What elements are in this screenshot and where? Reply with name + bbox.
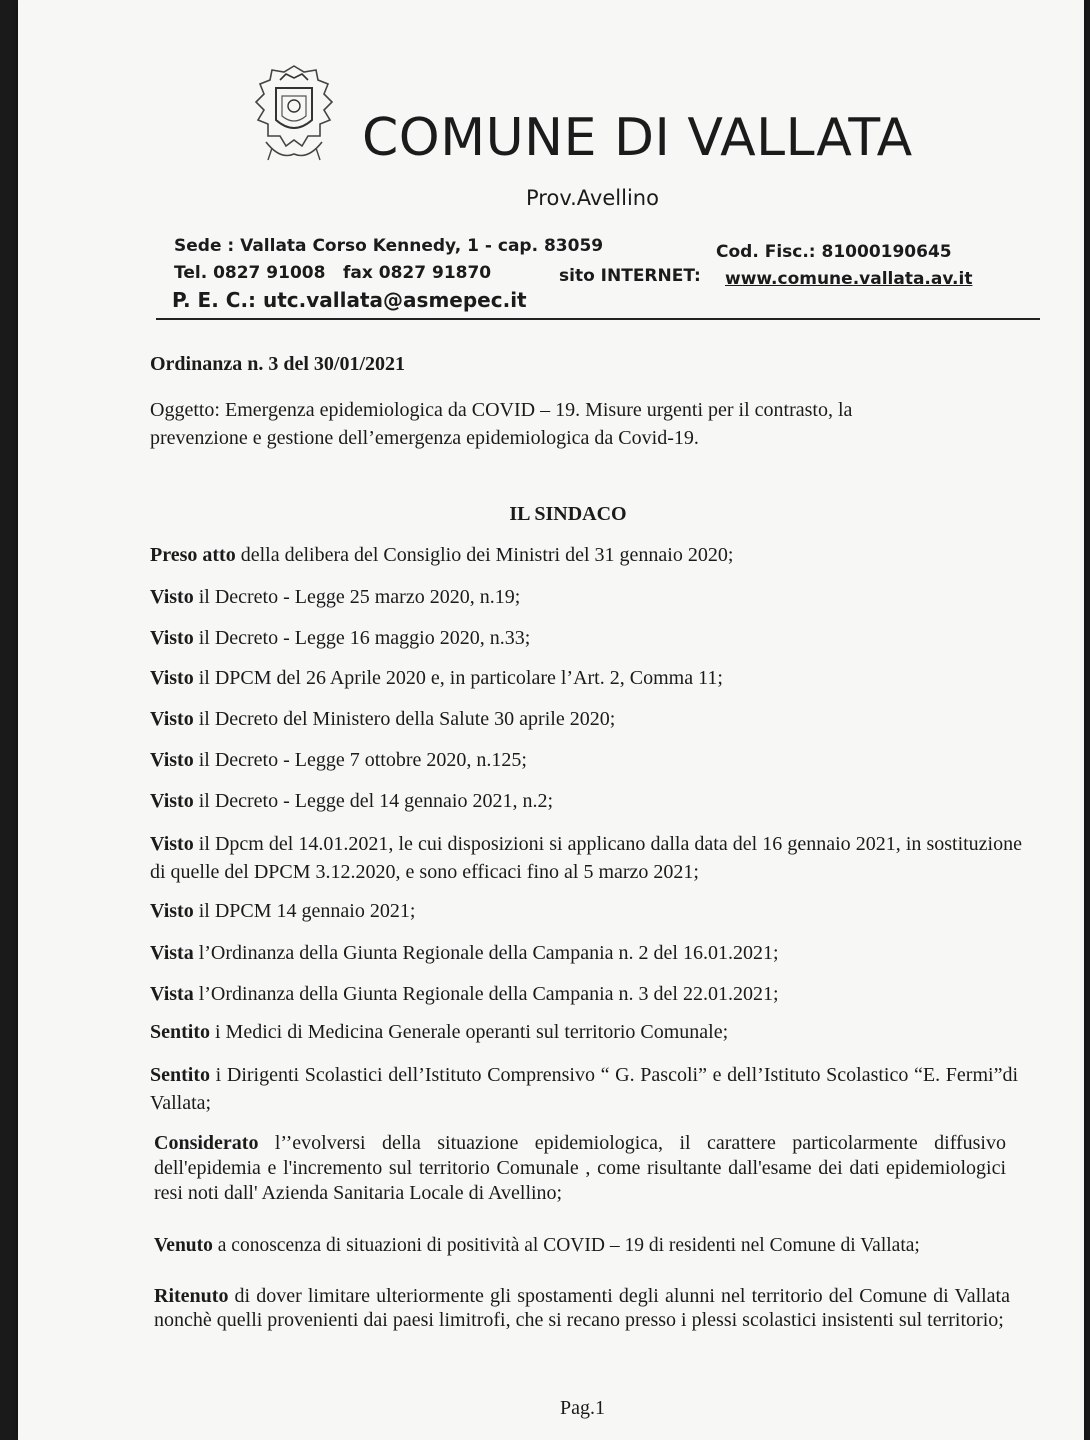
consideration-item [150,705,615,733]
page-number: Pag.1 [560,1397,605,1419]
consideration-lead: Visto [150,708,194,730]
consideration-item [150,830,1022,886]
consideration-lead: Vista [150,983,194,1005]
consideration-text: il DPCM del 26 Aprile 2020 e, in particolare l’Art. 2, Comma 11; [193,667,723,689]
consideration-lead: Sentito [150,1064,210,1086]
phone-number: Tel. 0827 91008 [174,263,326,283]
subject-line-2: prevenzione e gestione dell’emergenza epidemiologica da Covid-19. [150,427,699,449]
consideration-item [150,746,527,774]
consideration-lead: Visto [150,586,194,608]
municipal-crest-icon [246,62,342,166]
consideration-item [154,1284,1010,1332]
consideration-lead: Visto [150,833,194,855]
ordinance-number: Ordinanza n. 3 del 30/01/2021 [150,353,406,375]
consideration-lead: Preso atto [150,544,236,566]
address-line: Sede : Vallata Corso Kennedy, 1 - cap. 83059 [174,236,604,256]
consideration-item [150,897,415,925]
consideration-text: il Decreto - Legge 25 marzo 2020, n.19; [193,586,521,608]
consideration-lead: Visto [150,749,194,771]
mayor-heading: IL SINDACO [509,503,627,525]
consideration-lead: Visto [150,667,194,689]
consideration-lead: Sentito [150,1021,210,1043]
website-label: sito INTERNET: [559,266,701,286]
pec-email: P. E. C.: utc.vallata@asmepec.it [172,288,527,312]
document-page [18,0,1084,1440]
consideration-item [150,664,723,692]
website-link[interactable]: www.comune.vallata.av.it [725,269,973,289]
consideration-lead: Visto [150,900,194,922]
consideration-item [150,624,530,652]
consideration-text: il DPCM 14 gennaio 2021; [193,900,416,922]
consideration-text: il Decreto del Ministero della Salute 30 aprile 2020; [193,708,616,730]
consideration-item [150,1061,1018,1117]
tax-code: Cod. Fisc.: 81000190645 [716,242,952,262]
consideration-item [150,939,779,967]
consideration-text: i Dirigenti Scolastici dell’Istituto Comprensivo “ G. Pascoli” e dell’Istituto Scolastico “E. Fermi”di Vallata; [150,1064,1018,1114]
consideration-item [150,787,553,815]
consideration-text: il Dpcm del 14.01.2021, le cui disposizioni si applicano dalla data del 16 gennaio 2021, in sostituzione di quelle del DPCM 3.12.2020, e sono efficaci fino al 5 marzo 2021; [150,833,1022,883]
consideration-text: a conoscenza di situazioni di positività al COVID – 19 di residenti nel Comune di Vallata; [212,1235,920,1256]
consideration-lead: Considerato [154,1132,259,1154]
consideration-item [150,583,520,611]
consideration-item [150,541,733,569]
consideration-lead: Visto [150,627,194,649]
consideration-text: il Decreto - Legge 16 maggio 2020, n.33; [193,627,531,649]
consideration-text: di dover limitare ulteriormente gli spostamenti degli alunni nel territorio del Comune di Vallata nonchè quelli provenienti dai paesi limitrofi, che si recano presso i plessi scolastici insistenti sul territorio; [154,1285,1010,1331]
consideration-text: l’Ordinanza della Giunta Regionale della Campania n. 2 del 16.01.2021; [193,942,779,964]
consideration-text: l’Ordinanza della Giunta Regionale della Campania n. 3 del 22.01.2021; [193,983,779,1005]
consideration-text: i Medici di Medicina Generale operanti sul territorio Comunale; [210,1021,729,1043]
province-label: Prov.Avellino [526,186,659,210]
consideration-text: il Decreto - Legge del 14 gennaio 2021, n.2; [193,790,554,812]
consideration-lead: Venuto [154,1235,213,1256]
fax-number: fax 0827 91870 [343,263,492,283]
consideration-lead: Visto [150,790,194,812]
consideration-lead: Ritenuto [154,1285,229,1307]
consideration-text: l’’evolversi della situazione epidemiologica, il carattere particolarmente diffusivo dell'epidemia e l'incremento sul territorio Comunale , come risultante dall'esame dei dati epidemiologici resi noti dall' Azienda Sanitaria Locale di Avellino; [154,1132,1006,1204]
subject-line-1: Oggetto: Emergenza epidemiologica da COVID – 19. Misure urgenti per il contrasto, la [150,399,853,421]
consideration-item [154,1131,1006,1206]
municipality-title: COMUNE DI VALLATA [362,108,913,168]
consideration-text: il Decreto - Legge 7 ottobre 2020, n.125; [193,749,527,771]
consideration-item [150,1018,728,1046]
consideration-item [150,980,779,1008]
consideration-item [154,1232,920,1260]
consideration-lead: Vista [150,942,194,964]
consideration-text: della delibera del Consiglio dei Ministri del 31 gennaio 2020; [235,544,734,566]
header-divider [156,318,1040,320]
